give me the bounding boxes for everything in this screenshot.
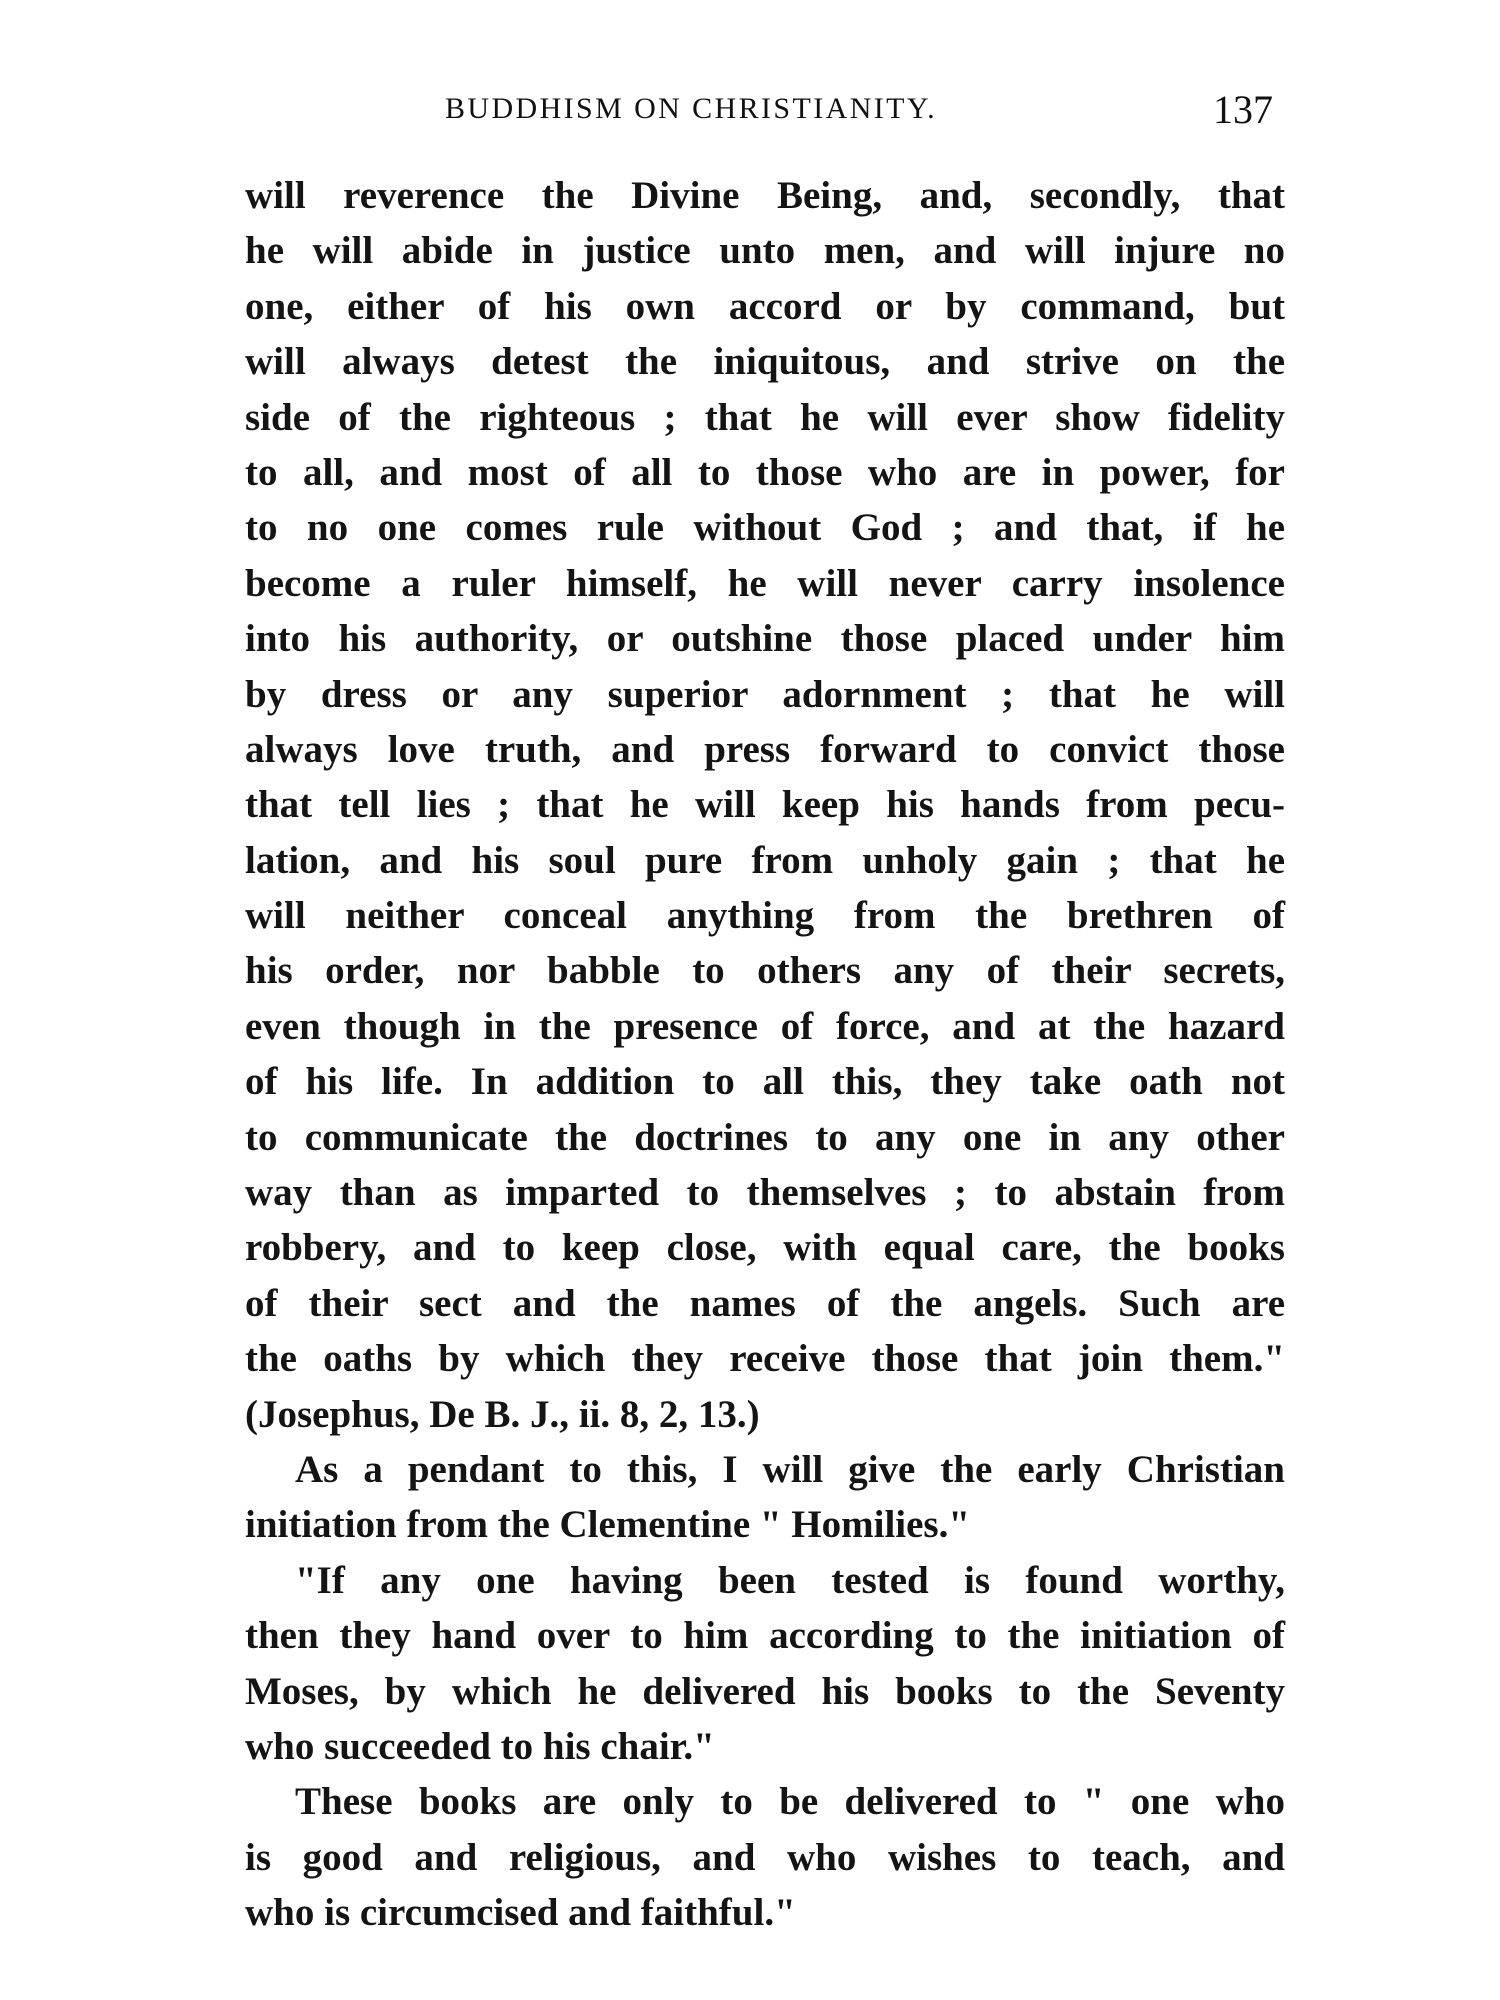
- text-line: robbery, and to keep close, with equal care, the books: [245, 1226, 1285, 1270]
- text-line: he will abide in justice unto men, and will injure no: [245, 229, 1285, 273]
- text-line: into his authority, or outshine those placed under him: [245, 617, 1285, 661]
- text-line: Moses, by which he delivered his books to the Seventy: [245, 1669, 1285, 1713]
- text-line: initiation from the Clementine " Homilies.": [245, 1503, 971, 1547]
- text-line: to all, and most of all to those who are in power, for: [245, 450, 1285, 494]
- text-line: lation, and his soul pure from unholy gain ; that he: [245, 838, 1285, 882]
- text-line: will neither conceal anything from the brethren of: [245, 894, 1285, 938]
- text-line: These books are only to be delivered to " one who: [295, 1780, 1285, 1824]
- text-line: that tell lies ; that he will keep his hands from pecu-: [245, 783, 1285, 827]
- text-line: is good and religious, and who wishes to teach, and: [245, 1835, 1285, 1879]
- text-line: As a pendant to this, I will give the early Christian: [295, 1447, 1285, 1491]
- running-title: BUDDHISM ON CHRISTIANITY.: [445, 92, 937, 125]
- text-line: always love truth, and press forward to convict those: [245, 727, 1285, 771]
- citation-line: (Josephus, De B. J., ii. 8, 2, 13.): [245, 1392, 760, 1436]
- text-line: of their sect and the names of the angels. Such are: [245, 1281, 1285, 1325]
- text-line: way than as imparted to themselves ; to abstain from: [245, 1171, 1285, 1215]
- text-line: will always detest the iniquitous, and strive on the: [245, 340, 1285, 384]
- text-line: to no one comes rule without God ; and that, if he: [245, 506, 1285, 550]
- text-line: who is circumcised and faithful.": [245, 1891, 796, 1935]
- text-line: "If any one having been tested is found worthy,: [295, 1558, 1285, 1602]
- body-text: [245, 168, 1285, 1941]
- text-line: who succeeded to his chair.": [245, 1724, 715, 1768]
- running-head: [245, 88, 1285, 148]
- text-line: even though in the presence of force, and at the hazard: [245, 1004, 1285, 1048]
- text-line: to communicate the doctrines to any one in any other: [245, 1115, 1285, 1159]
- text-line: his order, nor babble to others any of their secrets,: [245, 949, 1285, 993]
- text-line: one, either of his own accord or by command, but: [245, 284, 1285, 328]
- text-line: of his life. In addition to all this, they take oath not: [245, 1060, 1285, 1104]
- page-number: 137: [1213, 87, 1273, 132]
- text-line: the oaths by which they receive those that join them.": [245, 1337, 1285, 1381]
- text-line: then they hand over to him according to the initiation of: [245, 1614, 1285, 1658]
- text-line: side of the righteous ; that he will ever show fidelity: [245, 395, 1285, 439]
- text-line: become a ruler himself, he will never carry insolence: [245, 561, 1285, 605]
- text-line: will reverence the Divine Being, and, secondly, that: [245, 174, 1285, 217]
- text-line: by dress or any superior adornment ; that he will: [245, 672, 1285, 716]
